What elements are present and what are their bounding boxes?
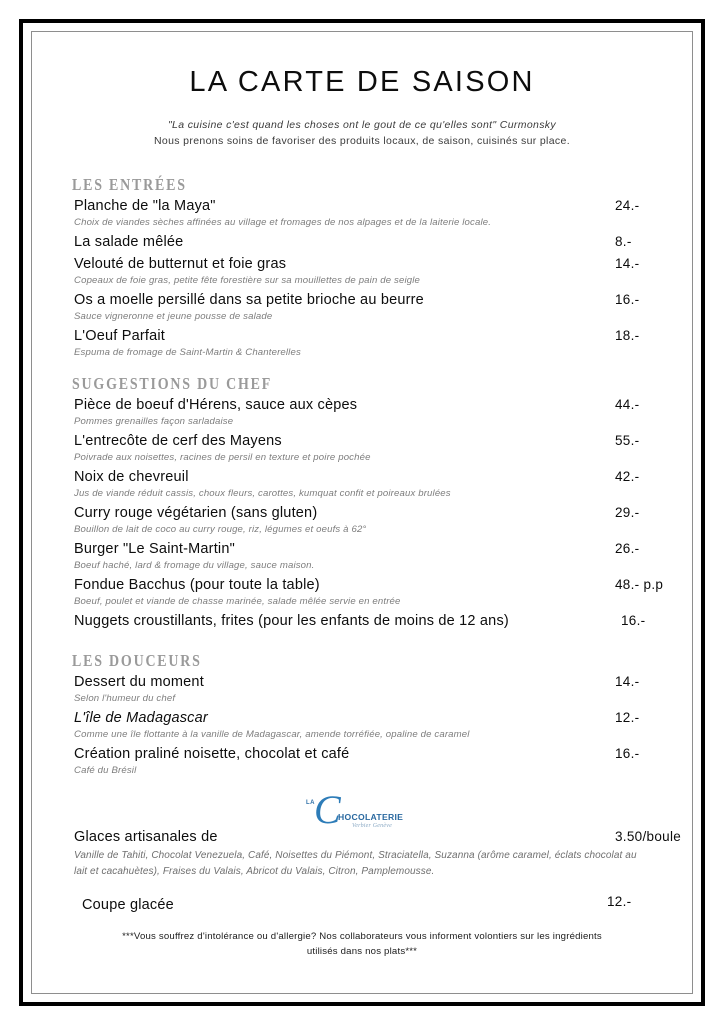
menu-page-border-outer bbox=[19, 19, 705, 1006]
menu-item bbox=[68, 894, 656, 916]
menu-item-price: 16.- bbox=[615, 292, 640, 307]
logo-tagline: Verbier Genève bbox=[352, 823, 392, 829]
menu-item bbox=[68, 467, 656, 487]
menu-item bbox=[68, 503, 656, 523]
menu-item-description: Sauce vigneronne et jeune pousse de salade bbox=[74, 311, 273, 322]
menu-item-description: Boeuf haché, lard & fromage du village, sauce maison. bbox=[74, 560, 315, 571]
menu-item-description: Café du Brésil bbox=[74, 765, 137, 776]
header-quote: "La cuisine c'est quand les choses ont le gout de ce qu'elles sont" Curmonsky bbox=[167, 119, 557, 131]
section-suggestions-du-chef bbox=[68, 374, 664, 631]
menu-item-name: L'Oeuf Parfait bbox=[74, 328, 166, 344]
menu-item-name: La salade mêlée bbox=[74, 234, 184, 250]
logo-c-icon: C bbox=[314, 787, 341, 832]
menu-item-price: 8.- bbox=[615, 234, 632, 249]
menu-item bbox=[68, 611, 656, 631]
menu-item bbox=[68, 196, 656, 216]
header-subtitle: Nous prenons soins de favoriser des produits locaux, de saison, cuisinés sur place. bbox=[153, 135, 570, 147]
section-les-entrees bbox=[68, 175, 656, 360]
menu-item-name: Os a moelle persillé dans sa petite brioche au beurre bbox=[74, 292, 424, 308]
header-quote-block bbox=[68, 117, 656, 149]
menu-item-price: 18.- bbox=[615, 328, 640, 343]
menu-item-name: L'entrecôte de cerf des Mayens bbox=[74, 433, 282, 449]
glaces-flavours-description: Vanille de Tahiti, Chocolat Venezuela, Café, Noisettes du Piémont, Straciatella, Suzanna (arôme caramel, éclats chocolat au lait et cacahuètes), Fraises du Valais, Abricot du Valais, Citron, Pamplemousse. bbox=[74, 850, 637, 877]
menu-item-name: Burger "Le Saint-Martin" bbox=[74, 541, 235, 557]
menu-item-description: Choix de viandes sèches affinées au village et fromages de nos alpages et de la laiterie locale. bbox=[74, 217, 492, 228]
section-les-douceurs bbox=[68, 651, 656, 778]
menu-item-price: 16.- bbox=[615, 746, 640, 761]
menu-item-name: L'île de Madagascar bbox=[74, 710, 208, 726]
menu-item-name: Velouté de butternut et foie gras bbox=[74, 256, 287, 272]
menu-item-name: Planche de "la Maya" bbox=[74, 198, 216, 214]
menu-item bbox=[68, 672, 656, 692]
menu-item-price: 16.- bbox=[621, 613, 646, 628]
menu-page-border-inner bbox=[31, 31, 693, 994]
menu-item-price: 55.- bbox=[615, 433, 640, 448]
menu-item-name: Noix de chevreuil bbox=[74, 469, 189, 485]
menu-item-name: Pièce de boeuf d'Hérens, sauce aux cèpes bbox=[74, 397, 358, 413]
menu-item-description: Selon l'humeur du chef bbox=[74, 693, 176, 704]
logo-la-text: LA bbox=[306, 800, 315, 806]
menu-item bbox=[68, 744, 656, 764]
logo-word-text: HOCOLATERIE bbox=[338, 812, 404, 822]
menu-item-description: Comme une île flottante à la vanille de Madagascar, amende torréfiée, opaline de caramel bbox=[74, 729, 470, 740]
menu-item-name-suffix: (sans gluten) bbox=[226, 505, 318, 521]
menu-sheet bbox=[32, 32, 692, 993]
menu-item bbox=[68, 290, 656, 310]
section-title-entrees: LES ENTRÉES bbox=[72, 175, 187, 194]
menu-item-price: 12.- bbox=[615, 710, 640, 725]
menu-item-price: 44.- bbox=[615, 397, 640, 412]
menu-item bbox=[68, 395, 656, 415]
menu-item-name: Glaces artisanales de bbox=[74, 829, 218, 845]
allergy-notice-line-1: ***Vous souffrez d'intolérance ou d'allergie? Nos collaborateurs vous informent volontiers sur les ingrédients bbox=[122, 931, 602, 942]
menu-item bbox=[68, 826, 682, 848]
menu-item-name: Création praliné noisette, chocolat et café bbox=[74, 746, 350, 762]
menu-item bbox=[68, 575, 664, 595]
menu-item-price: 42.- bbox=[615, 469, 640, 484]
menu-item-name: Dessert du moment bbox=[74, 674, 204, 690]
menu-item-name: Coupe glacée bbox=[82, 897, 174, 913]
menu-item-name: Fondue Bacchus (pour toute la table) bbox=[74, 577, 320, 593]
allergy-notice-line-2: utilisés dans nos plats*** bbox=[306, 946, 418, 957]
menu-item bbox=[68, 539, 656, 559]
menu-item bbox=[68, 708, 656, 728]
menu-item-price: 24.- bbox=[615, 198, 640, 213]
menu-item-description: Boeuf, poulet et viande de chasse marinée, salade mêlée servie en entrée bbox=[74, 596, 401, 607]
menu-item-price: 3.50/boule bbox=[615, 829, 682, 844]
glaces-artisanales-block bbox=[68, 787, 682, 916]
menu-item-price: 48.- p.p bbox=[615, 577, 664, 592]
menu-item-description: Poivrade aux noisettes, racines de persil en texture et poire pochée bbox=[74, 452, 371, 463]
menu-item-description: Bouillon de lait de coco au curry rouge, riz, légumes et oeufs à 62° bbox=[74, 524, 367, 535]
page-title: LA CARTE DE SAISON bbox=[189, 66, 535, 98]
menu-item bbox=[68, 431, 656, 451]
menu-item-description: Jus de viande réduit cassis, choux fleurs, carottes, kumquat confit et poireaux brulées bbox=[74, 488, 451, 499]
menu-item-price: 14.- bbox=[615, 674, 640, 689]
menu-item bbox=[68, 232, 656, 252]
menu-item-name: Curry rouge végétarien bbox=[74, 505, 227, 521]
allergy-notice bbox=[68, 929, 656, 959]
section-title-douceurs: LES DOUCEURS bbox=[72, 651, 202, 670]
menu-item-name: Nuggets croustillants, frites (pour les enfants de moins de 12 ans) bbox=[74, 613, 509, 629]
menu-item-price: 26.- bbox=[615, 541, 640, 556]
menu-item bbox=[68, 254, 656, 274]
menu-item-description: Pommes grenailles façon sarladaise bbox=[74, 416, 234, 427]
menu-item-price: 12.- bbox=[607, 894, 632, 909]
section-title-chef: SUGGESTIONS DU CHEF bbox=[72, 374, 273, 393]
menu-item-price: 29.- bbox=[615, 505, 640, 520]
menu-item bbox=[68, 326, 656, 346]
menu-item-price: 14.- bbox=[615, 256, 640, 271]
menu-item-description: Espuma de fromage de Saint-Martin & Chanterelles bbox=[74, 347, 301, 358]
menu-item-description: Copeaux de foie gras, petite fête forestière sur sa mouillettes de pain de seigle bbox=[74, 275, 420, 286]
